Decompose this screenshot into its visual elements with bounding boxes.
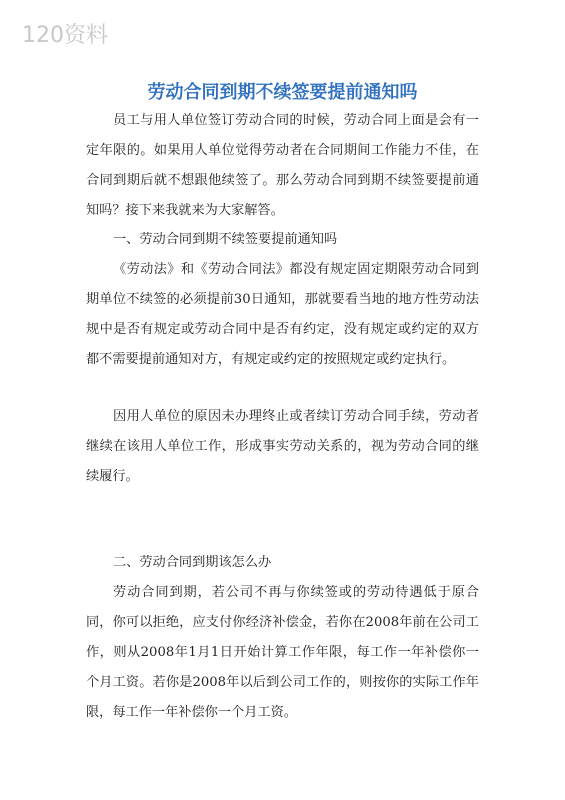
- section-2-paragraph-1: 劳动合同到期，若公司不再与你续签或的劳动待遇低于原合同，你可以拒绝，应支付你经济补偿金，若你在2008年前在公司工作，则从2008年1月1日开始计算工作年限，每工作一年补偿你一个月工资。若你是2008年以后到公司工作的，则按你的实际工作年限，每工作一年补偿你一个月工资。: [86, 585, 479, 720]
- document-title: 劳动合同到期不续签要提前通知吗: [147, 82, 418, 103]
- section-1-paragraph-1: 《劳动法》和《劳动合同法》都没有规定固定期限劳动合同到期单位不续签的必须提前30日通知，那就要看当地的地方性劳动法规中是否有规定或劳动合同中是否有约定，没有规定或约定的双方都不需要提前通知对方，有规定或约定的按照规定或约定执行。: [86, 262, 479, 367]
- intro-paragraph: 员工与用人单位签订劳动合同的时候，劳动合同上面是会有一定年限的。如果用人单位觉得劳动者在合同期间工作能力不佳，在合同到期后就不想跟他续签了。那么劳动合同到期不续签要提前通知吗？接下来我就来为大家解答。: [86, 113, 479, 218]
- section-1-paragraph-2: 因用人单位的原因未办理终止或者续订劳动合同手续，劳动者继续在该用人单位工作，形成事实劳动关系的，视为劳动合同的继续履行。: [86, 409, 479, 484]
- section-2-heading: 二、劳动合同到期该怎么办: [113, 555, 272, 570]
- watermark-logo: 120资料: [22, 23, 108, 48]
- section-1-heading: 一、劳动合同到期不续签要提前通知吗: [113, 232, 338, 247]
